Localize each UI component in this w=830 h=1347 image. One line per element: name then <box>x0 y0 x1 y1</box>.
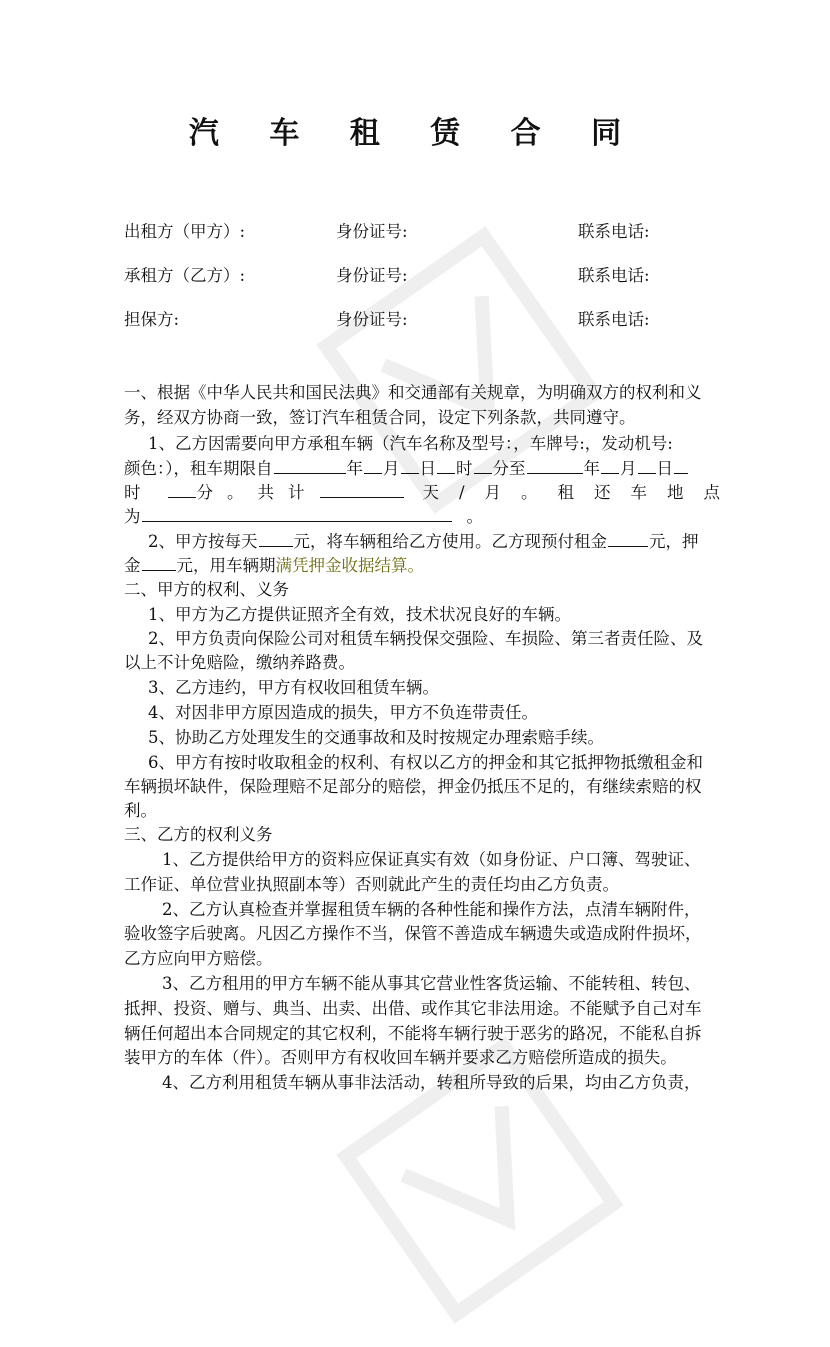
fill-blank[interactable] <box>168 479 196 498</box>
clause-text: 月 <box>383 459 400 478</box>
contract-title: 汽 车 租 赁 合 同 <box>188 116 642 151</box>
clause-text: 日 <box>419 459 436 478</box>
clause-line: 1、乙方因需要向甲方承租车辆（汽车名称及型号：，车牌号:，发动机号: <box>148 434 673 453</box>
clause-line: 抵押、投资、赠与、典当、出卖、出借、或作其它非法用途。不能赋予自己对车 <box>124 999 702 1018</box>
clause-line: 利。 <box>124 801 157 820</box>
fill-blank[interactable] <box>437 455 455 474</box>
clause-line-deposit <box>124 552 706 578</box>
clause-line: 5、协助乙方处理发生的交通事故和及时按规定办理索赔手续。 <box>148 728 604 747</box>
clause-line: 4、对因非甲方原因造成的损失，甲方不负连带责任。 <box>148 703 538 722</box>
clause-line-total <box>124 479 741 505</box>
clause-line: 工作证、单位营业执照副本等）否则就此产生的责任均由乙方负责。 <box>124 875 619 894</box>
clause-line: 乙方应向甲方赔偿。 <box>124 949 273 968</box>
party-id-label: 身份证号: <box>336 266 408 285</box>
fill-blank[interactable] <box>142 552 176 571</box>
clause-line: 6、甲方有按时收取租金的权利、有权以乙方的押金和其它抵押物抵缴租金和 <box>148 753 703 772</box>
fill-blank[interactable] <box>527 455 583 474</box>
clause-line: 辆任何超出本合同规定的其它权利，不能将车辆行驶于恶劣的路况，不能私自拆 <box>124 1024 702 1043</box>
fill-blank[interactable] <box>364 455 382 474</box>
fill-blank[interactable] <box>142 503 452 522</box>
clause-text: 时 <box>456 459 473 478</box>
clause-line: 车辆损坏缺件，保险理赔不足部分的赔偿，押金仍抵压不足的，有继续索赔的权 <box>124 777 702 796</box>
clause-text: 为 <box>124 507 141 526</box>
clause-text: 日 <box>656 459 673 478</box>
clause-text: 颜色：），租车期限自 <box>124 459 273 478</box>
party-id-label: 身份证号: <box>336 222 408 241</box>
section-heading: 二、甲方的权利、义务 <box>124 580 289 599</box>
clause-line: 3、乙方违约，甲方有权收回租赁车辆。 <box>148 678 439 697</box>
party-row-guarantor <box>124 308 724 332</box>
party-phone-label: 联系电话: <box>578 222 650 241</box>
clause-text: 元，将车辆租给乙方使用。乙方现预付租金 <box>293 532 607 551</box>
party-phone-label: 联系电话: <box>578 310 650 329</box>
fill-blank[interactable] <box>608 528 648 547</box>
clause-text: 。 <box>466 507 483 526</box>
clause-line: 1、乙方提供给甲方的资料应保证真实有效（如身份证、户口簿、驾驶证、 <box>162 850 701 869</box>
party-phone-label: 联系电话: <box>578 266 650 285</box>
party-role: 承租方（乙方）: <box>124 266 246 285</box>
clause-text: 年 <box>583 459 600 478</box>
fill-blank[interactable] <box>474 455 492 474</box>
fill-blank[interactable] <box>401 455 419 474</box>
clause-line: 1、甲方为乙方提供证照齐全有效，技术状况良好的车辆。 <box>148 605 571 624</box>
clause-text: 元，用车辆期 <box>176 556 276 575</box>
fill-blank[interactable] <box>601 455 619 474</box>
party-role: 出租方（甲方）: <box>124 222 246 241</box>
clause-text: 月 <box>620 459 637 478</box>
fill-blank[interactable] <box>320 479 404 498</box>
clause-line-location <box>124 503 706 529</box>
party-id-label: 身份证号: <box>336 310 408 329</box>
party-role: 担保方: <box>124 310 180 329</box>
clause-text: 元，押 <box>649 532 699 551</box>
clause-text: 2、甲方按每天 <box>148 532 258 551</box>
clause-line: 4、乙方利用租赁车辆从事非法活动，转租所导致的后果，均由乙方负责， <box>162 1073 701 1092</box>
party-row-lessee <box>124 264 724 288</box>
clause-line: 验收签字后驶离。凡因乙方操作不当，保管不善造成车辆遗失或造成附件损坏， <box>124 924 702 943</box>
clause-line: 以上不计免赔险，缴纳养路费。 <box>124 653 355 672</box>
fill-blank[interactable] <box>638 455 656 474</box>
clause-line: 一、根据《中华人民共和国民法典》和交通部有关规章，为明确双方的权利和义 <box>124 383 702 402</box>
clause-text: 分至 <box>492 459 526 478</box>
clause-text: 分。共计 <box>196 483 319 502</box>
clause-line: 装甲方的车体（件）。否则甲方有权收回车辆并要求乙方赔偿所造成的损失。 <box>124 1048 677 1067</box>
clause-text: 年 <box>346 459 363 478</box>
clause-line: 3、乙方租用的甲方车辆不能从事其它营业性客货运输、不能转租、转包、 <box>162 974 701 993</box>
section-heading: 三、乙方的权利义务 <box>124 825 273 844</box>
clause-line: 务，经双方协商一致，签订汽车租赁合同，设定下列条款，共同遵守。 <box>124 408 636 427</box>
highlighted-text: 满凭押金收据结算。 <box>275 556 424 575</box>
clause-line: 2、乙方认真检查并掌握租赁车辆的各种性能和操作方法，点清车辆附件， <box>162 900 701 919</box>
clause-text: 时 <box>124 483 141 502</box>
fill-blank[interactable] <box>674 455 688 474</box>
clause-line-rent <box>148 528 706 554</box>
clause-text: 天/月。租还车地点 <box>422 483 741 502</box>
fill-blank[interactable] <box>274 455 346 474</box>
fill-blank[interactable] <box>259 528 293 547</box>
clause-text: 金 <box>124 556 141 575</box>
clause-line: 2、甲方负责向保险公司对租赁车辆投保交强险、车损险、第三者责任险、及 <box>148 629 703 648</box>
clause-line-rental-period <box>124 455 706 481</box>
party-row-lessor <box>124 220 724 244</box>
